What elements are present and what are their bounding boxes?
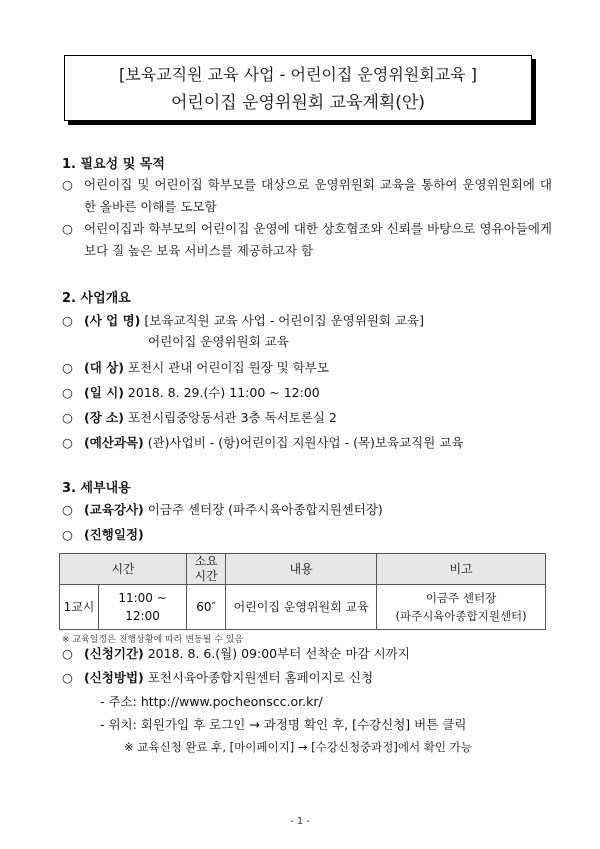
table-header-row [60,554,546,585]
overview-label-name: (사 업 명) [84,313,141,328]
bullet-circle-icon: ○ [62,221,73,236]
confirm-note: ※ 교육신청 완료 후, [마이페이지] → [수강신청중과정]에서 확인 가능 [124,740,472,754]
schedule-label: (진행일정) [84,527,144,542]
section-1-title: 1. 필요성 및 목적 [62,157,165,172]
purpose-item-2 [62,218,552,262]
table-row [60,585,546,630]
bullet-circle-icon: ○ [62,670,73,685]
purpose-item-1 [62,174,552,218]
overview-row-place [62,408,337,426]
overview-label-budget: (예산과목) [84,435,144,450]
overview-value-name: [보육교직원 교육 사업 - 어린이집 운영위원회 교육] [144,313,424,328]
apply-method-value: 포천시육아종합지원센터 홈페이지로 신청 [147,670,374,685]
bullet-circle-icon: ○ [62,360,73,375]
apply-period-row [62,644,410,662]
schedule-note: ※ 교육일정은 진행상황에 따라 변동될 수 있음 [62,635,244,645]
schedule-row [62,525,144,543]
bullet-circle-icon: ○ [62,527,73,542]
apply-method-label: (신청방법) [84,670,144,685]
instructor-value: 이금주 센터장 (파주시육아종합지원센터장) [147,502,383,517]
purpose-text-2: 어린이집과 학부모의 어린이집 운영에 대한 상호협조와 신뢰를 바탕으로 영유아들에게 보다 질 높은 보육 서비스를 제공하고자 함 [84,221,552,258]
schedule-table [59,553,546,630]
address-line: - 주소: http://www.pocheonscc.or.kr/ [100,694,323,709]
header-content: 내용 [226,554,377,585]
cell-remark: 이금주 센터장 (파주시육아종합지원센터) [377,585,546,630]
page-number: - 1 - [290,816,310,827]
overview-row-name [62,311,424,329]
overview-value-date: 2018. 8. 29.(수) 11:00 ~ 12:00 [127,385,320,400]
title-box [64,55,532,121]
section-3-title: 3. 세부내용 [62,481,131,496]
purpose-text-1: 어린이집 및 어린이집 학부모를 대상으로 운영위원회 교육을 통하여 운영위원회에 대한 올바른 이해를 도모함 [84,177,552,214]
section-2-title: 2. 사업개요 [62,291,131,306]
bullet-circle-icon: ○ [62,502,73,517]
overview-value-target: 포천시 관내 어린이집 원장 및 학부모 [127,360,329,375]
overview-name-continued: 어린이집 운영위원회 교육 [148,334,289,349]
overview-label-target: (대 상) [84,360,124,375]
cell-time: 11:00 ~ 12:00 [99,585,187,630]
bullet-circle-icon: ○ [62,313,73,328]
overview-value-budget: (관)사업비 - (항)어린이집 지원사업 - (목)보육교직원 교육 [147,435,464,450]
document-title: 어린이집 운영위원회 교육계획(안) [171,93,425,113]
cell-duration: 60″ [187,585,226,630]
overview-value-place: 포천시립중앙동서관 3층 독서토론실 2 [127,410,337,425]
overview-row-budget [62,433,463,451]
location-line: - 위치: 회원가입 후 로그인 → 과정명 확인 후, [수강신청] 버튼 클릭 [100,717,467,732]
instructor-label: (교육강사) [84,502,144,517]
bullet-circle-icon: ○ [62,177,73,192]
header-remark: 비고 [377,554,546,585]
apply-period-label: (신청기간) [84,646,144,661]
overview-row-target [62,358,329,376]
bullet-circle-icon: ○ [62,646,73,661]
apply-method-row [62,668,373,686]
title-line-1: [보육교직원 교육 사업 - 어린이집 운영위원회교육 ] [119,65,477,84]
bullet-circle-icon: ○ [62,410,73,425]
bullet-circle-icon: ○ [62,435,73,450]
apply-period-value: 2018. 8. 6.(월) 09:00부터 선착순 마감 시까지 [147,646,410,661]
overview-label-place: (장 소) [84,410,124,425]
header-time: 시간 [60,554,187,585]
overview-row-date [62,383,320,401]
cell-period: 1교시 [60,585,99,630]
cell-content: 어린이집 운영위원회 교육 [226,585,377,630]
header-duration: 소요 시간 [187,554,226,585]
instructor-row [62,500,383,518]
bullet-circle-icon: ○ [62,385,73,400]
overview-label-date: (일 시) [84,385,124,400]
